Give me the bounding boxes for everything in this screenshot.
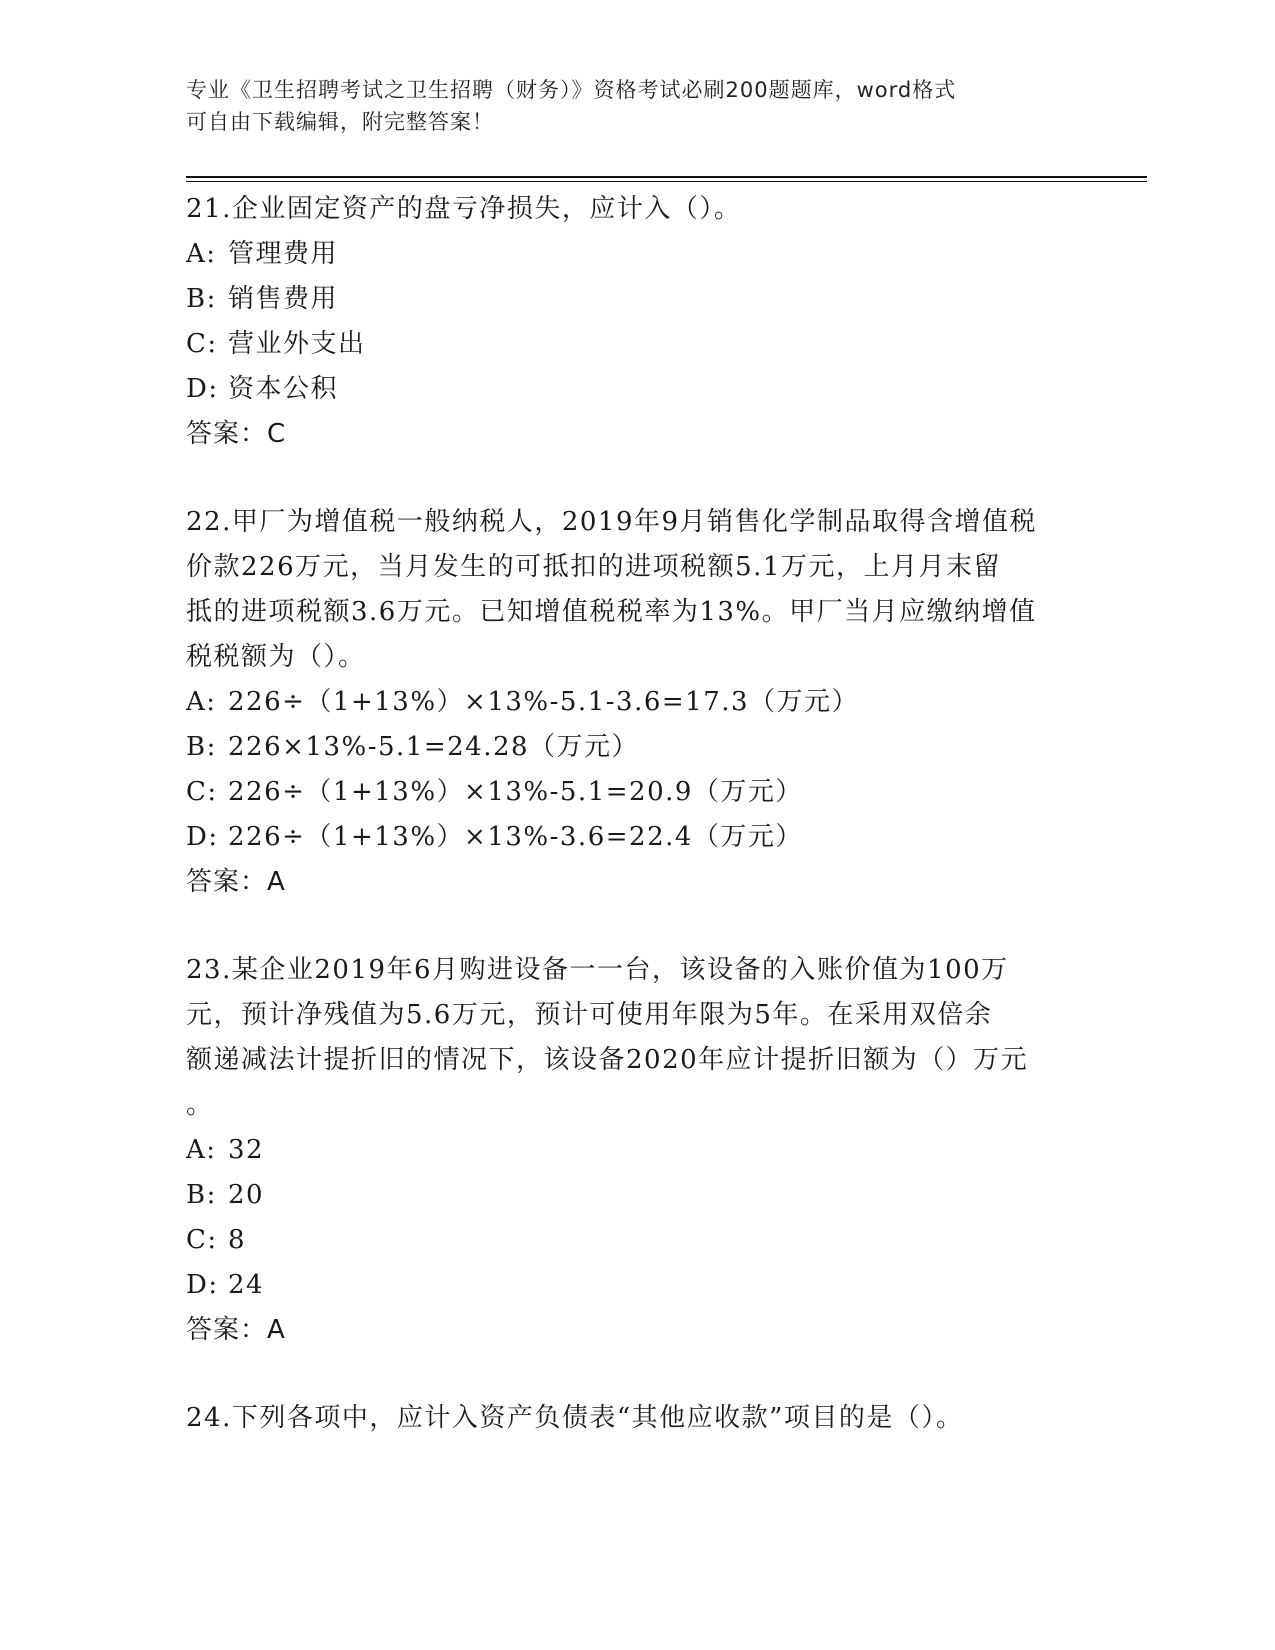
answer-label: 答案：A <box>186 867 286 897</box>
option-b <box>186 725 1066 770</box>
option-key: C: <box>186 329 218 359</box>
option-d <box>186 815 1066 860</box>
option-c <box>186 770 1066 815</box>
option-key: A: <box>186 687 217 717</box>
option-b <box>186 1173 1066 1218</box>
option-text: 8 <box>228 1225 247 1255</box>
option-a <box>186 680 1066 725</box>
option-text: 24 <box>228 1270 265 1300</box>
question-stem-line: 价款226万元，当月发生的可抵扣的进项税额5.1万元，上月月末留 <box>186 552 1001 582</box>
answer-label: 答案：C <box>186 419 287 449</box>
question-stem-line: 税税额为（）。 <box>186 642 366 672</box>
question-22 <box>186 500 1066 905</box>
option-a <box>186 232 1066 277</box>
question-stem-line: 22.甲厂为增值税一般纳税人，2019年9月销售化学制品取得含增值税 <box>186 507 1038 537</box>
option-text: 32 <box>228 1135 265 1165</box>
question-24 <box>186 1396 1066 1441</box>
option-key: C: <box>186 777 218 807</box>
option-b <box>186 277 1066 322</box>
option-a <box>186 1128 1066 1173</box>
option-text: 管理费用 <box>228 239 339 269</box>
option-key: B: <box>186 284 217 314</box>
option-d <box>186 1263 1066 1308</box>
option-text: 资本公积 <box>228 374 339 404</box>
option-key: B: <box>186 1180 217 1210</box>
header-line-2: 可自由下载编辑，附完整答案！ <box>186 110 494 134</box>
option-key: B: <box>186 732 217 762</box>
question-list <box>186 187 1066 1484</box>
question-stem-line: 23.某企业2019年6月购进设备一一台，该设备的入账价值为100万 <box>186 955 1009 985</box>
option-text: 销售费用 <box>228 284 339 314</box>
option-d <box>186 367 1066 412</box>
option-key: A: <box>186 239 217 269</box>
header-line-1: 专业《卫生招聘考试之卫生招聘（财务）》资格考试必刷200题题库，word格式 <box>186 78 957 102</box>
option-text: 226÷（1+13%）×13%-3.6=22.4（万元） <box>228 822 803 852</box>
question-stem-line: 。 <box>186 1090 214 1120</box>
option-key: D: <box>186 822 219 852</box>
answer-label: 答案：A <box>186 1315 286 1345</box>
question-stem-line: 24.下列各项中，应计入资产负债表“其他应收款”项目的是（）。 <box>186 1403 964 1433</box>
header-rule-thick <box>186 176 1147 178</box>
option-text: 226×13%-5.1=24.28（万元） <box>228 732 640 762</box>
document-header <box>186 74 1066 138</box>
question-stem-line: 21.企业固定资产的盘亏净损失，应计入（）。 <box>186 194 742 224</box>
question-21 <box>186 187 1066 457</box>
question-stem-line: 元，预计净残值为5.6万元，预计可使用年限为5年。在采用双倍余 <box>186 1000 993 1030</box>
option-key: C: <box>186 1225 218 1255</box>
question-stem-line: 抵的进项税额3.6万元。已知增值税税率为13%。甲厂当月应缴纳增值 <box>186 597 1037 627</box>
question-23 <box>186 948 1066 1353</box>
option-key: D: <box>186 1270 219 1300</box>
option-text: 226÷（1+13%）×13%-5.1=20.9（万元） <box>228 777 803 807</box>
option-c <box>186 1218 1066 1263</box>
question-stem-line: 额递减法计提折旧的情况下，该设备2020年应计提折旧额为（）万元 <box>186 1045 1029 1075</box>
option-key: D: <box>186 374 219 404</box>
option-key: A: <box>186 1135 217 1165</box>
option-text: 20 <box>228 1180 265 1210</box>
header-rule-thin <box>186 181 1147 182</box>
option-text: 营业外支出 <box>228 329 366 359</box>
option-c <box>186 322 1066 367</box>
option-text: 226÷（1+13%）×13%-5.1-3.6=17.3（万元） <box>228 687 860 717</box>
